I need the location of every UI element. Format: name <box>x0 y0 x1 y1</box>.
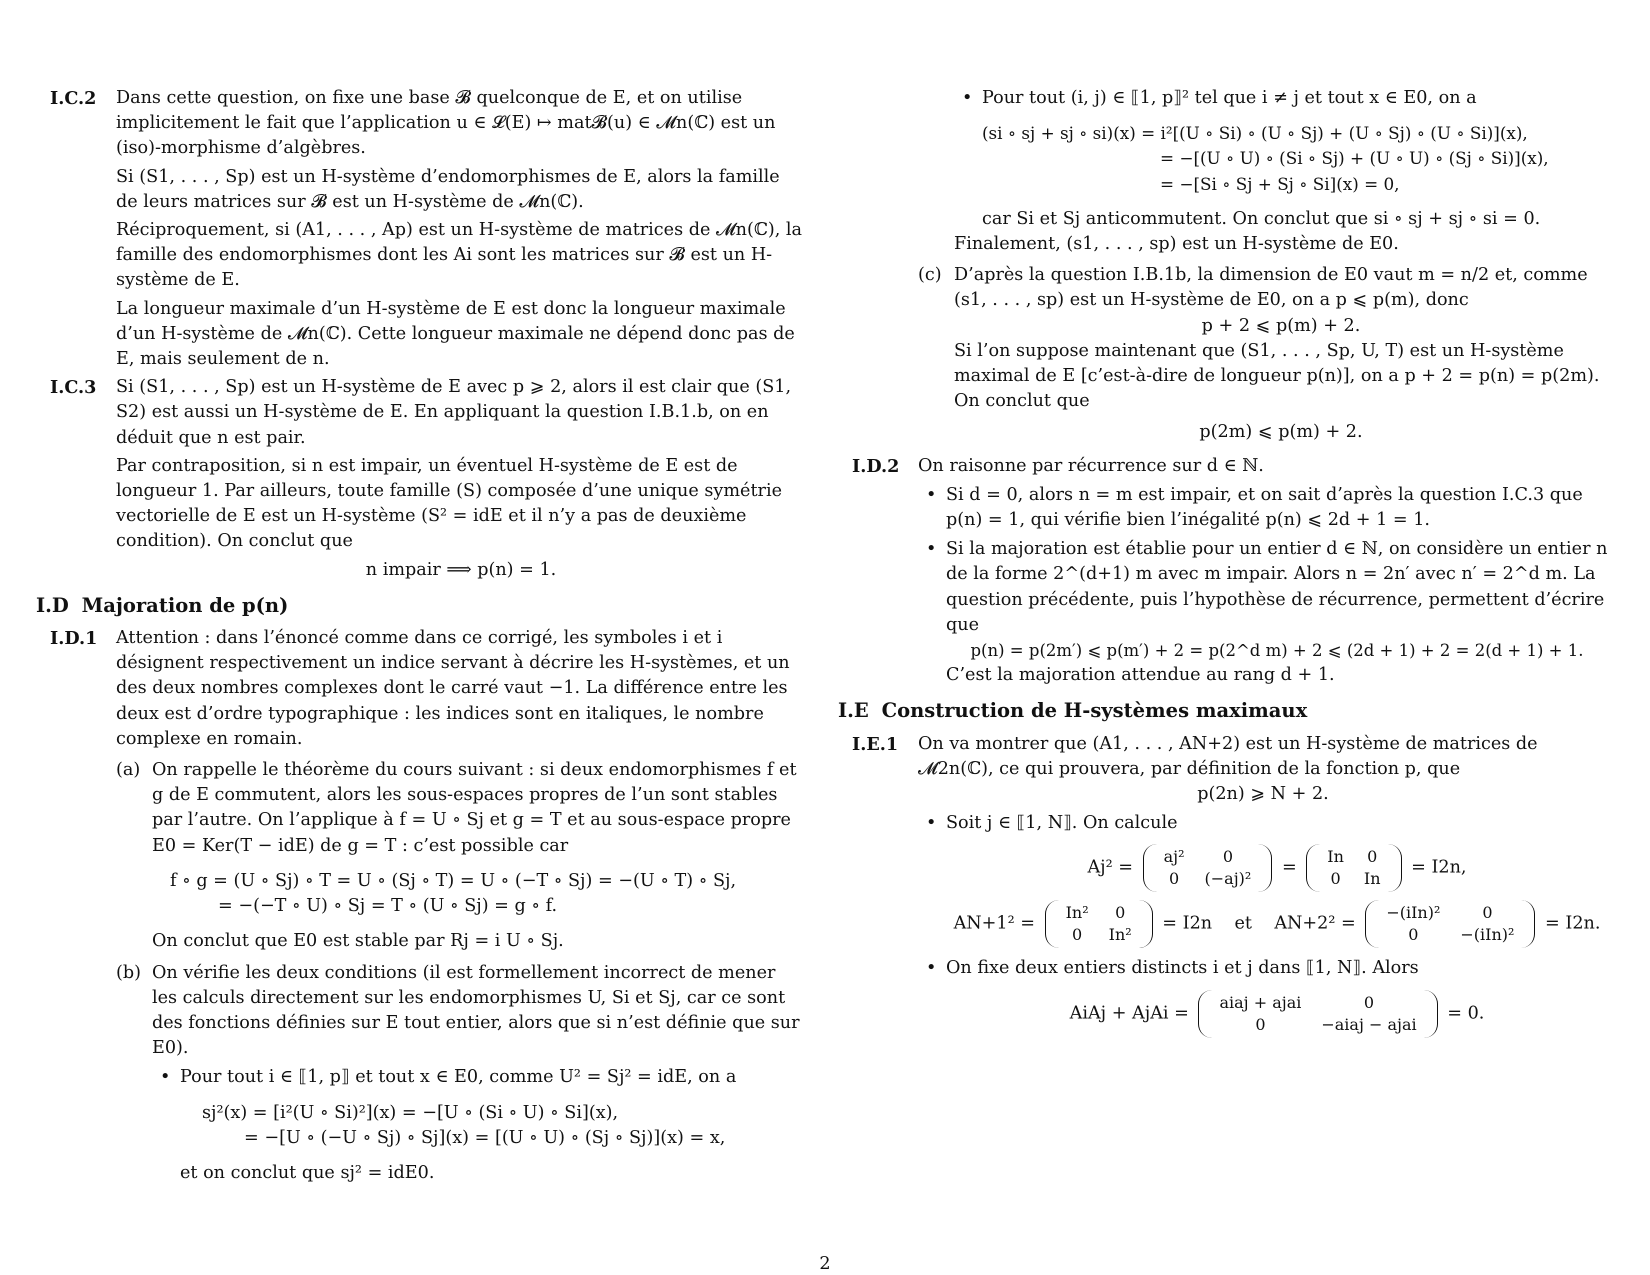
paragraph: On raisonne par récurrence sur d ∈ ℕ. <box>918 455 1264 476</box>
question-label: I.D.1 <box>50 628 98 650</box>
equation-text: = I2n et AN+2² = <box>1162 913 1356 934</box>
bullet-icon: • <box>160 1067 171 1088</box>
bullet-icon: • <box>926 484 937 505</box>
equation-line: sj²(x) = [i²(U ∘ Si)²](x) = −[U ∘ (Si ∘ U) ∘ Si](x), <box>202 1102 619 1123</box>
question-id1 <box>36 626 806 1186</box>
matrix-cell: (−aj)² <box>1204 869 1252 889</box>
left-column <box>36 86 806 1189</box>
paragraph: Si d = 0, alors n = m est impair, et on sait d’après la question I.C.3 que p(n) = 1, qui vérifie bien l’inégalité p(n) ⩽ 2d + 1 = 1. <box>946 484 1583 531</box>
section-heading-id <box>36 593 806 618</box>
equation-line: = −[(U ∘ U) ∘ (Si ∘ Sj) + (U ∘ U) ∘ (Sj ∘ Si)](x), <box>1160 148 1549 169</box>
equation-block <box>982 121 1608 197</box>
matrix <box>1198 990 1437 1038</box>
bullet-icon: • <box>926 958 937 979</box>
matrix-cell: 0 <box>1367 847 1378 867</box>
matrix-cell: aiaj + ajai <box>1219 992 1302 1012</box>
matrix <box>1143 844 1273 892</box>
section-number: I.E <box>838 699 869 723</box>
subquestion-label: (b) <box>116 962 141 983</box>
paragraph: On rappelle le théorème du cours suivant : si deux endomorphismes f et g de E commutent, alors les sous-espaces propres de l’un sont stables par l’autre. On l’applique à f = U ∘ Sj et g = T et au sous-espace propre E0 = Ker(T − idE) de g = T : c’est possible car <box>152 760 797 856</box>
question-label: I.C.3 <box>50 377 97 399</box>
bullet-item <box>152 1065 806 1186</box>
question-ic3 <box>36 375 806 583</box>
right-column <box>838 86 1608 1046</box>
subquestion-label: (c) <box>918 265 942 286</box>
equation-line: (si ∘ sj + sj ∘ si)(x) = i²[(U ∘ Si) ∘ (U ∘ Sj) + (U ∘ Sj) ∘ (U ∘ Si)](x), <box>982 123 1528 144</box>
equation-text: = <box>1281 857 1297 878</box>
equation-text: AN+1² = <box>953 913 1035 934</box>
equation: n impair ⟹ p(n) = 1. <box>365 559 557 580</box>
subquestion-b <box>116 961 806 1187</box>
paragraph: et on conclut que sj² = idE0. <box>180 1162 435 1183</box>
paragraph: Si (S1, . . . , Sp) est un H-système de E avec p ⩾ 2, alors il est clair que (S1, S2) est aussi un H-système de E. En appliquant la question I.B.1.b, on en déduit que n est pair. <box>116 377 792 448</box>
equation-text: = I2n. <box>1545 913 1601 934</box>
question-ic2 <box>36 86 806 372</box>
subquestion-label: (a) <box>116 760 141 781</box>
equation: p + 2 ⩽ p(m) + 2. <box>1201 315 1361 336</box>
bullet-icon: • <box>926 539 937 560</box>
matrix-cell: In <box>1327 847 1344 867</box>
matrix-equation <box>946 990 1608 1038</box>
matrix <box>1306 844 1401 892</box>
paragraph: On va montrer que (A1, . . . , AN+2) est un H-système de matrices de 𝓜2n(ℂ), ce qui prouvera, par définition de la fonction p, que <box>918 733 1538 779</box>
paragraph: car Si et Sj anticommutent. On conclut que si ∘ sj + sj ∘ si = 0. <box>982 208 1541 229</box>
paragraph: On fixe deux entiers distincts i et j dans ⟦1, N⟧. Alors <box>946 958 1419 979</box>
bullet-item <box>954 86 1608 232</box>
bullet-icon: • <box>962 88 973 108</box>
equation-text: AiAj + AjAi = <box>1069 1003 1189 1024</box>
paragraph: C’est la majoration attendue au rang d + 1. <box>946 665 1335 686</box>
section-heading-ie <box>838 698 1608 723</box>
matrix-cell: 0 <box>1408 925 1419 945</box>
question-label: I.E.1 <box>852 733 899 755</box>
paragraph: Si l’on suppose maintenant que (S1, . . . , Sp, U, T) est un H-système maximal de E [c’est-à-dire de longueur p(n)], on a p + 2 = p(n) = p(2m). On conclut que <box>954 340 1600 412</box>
question-id2 <box>838 454 1608 689</box>
equation-text: Aj² = <box>1087 857 1134 878</box>
matrix <box>1365 900 1535 948</box>
page-number: 2 <box>819 1254 831 1274</box>
matrix-equation <box>946 900 1608 948</box>
equation: p(2m) ⩽ p(m) + 2. <box>1199 422 1363 443</box>
question-ie1 <box>838 732 1608 1038</box>
equation-block <box>202 1101 806 1151</box>
question-label: I.C.2 <box>50 88 97 109</box>
matrix-cell: 0 <box>1330 869 1341 889</box>
bullet-item <box>918 956 1608 1037</box>
matrix-cell: −(iIn)² <box>1460 925 1515 945</box>
paragraph: Finalement, (s1, . . . , sp) est un H-système de E0. <box>954 234 1399 255</box>
bullet-item <box>918 811 1608 948</box>
continued-subquestion-b <box>838 86 1608 446</box>
equation-line: = −[Si ∘ Sj + Sj ∘ Si](x) = 0, <box>1160 173 1400 194</box>
matrix-cell: 0 <box>1222 847 1234 867</box>
matrix-cell: 0 <box>1072 925 1083 945</box>
matrix-cell: In² <box>1065 903 1089 923</box>
paragraph: Attention : dans l’énoncé comme dans ce corrigé, les symboles i et i désignent respectivement un indice servant à décrire les H-systèmes, et un des deux nombres complexes dont le carré vaut −1. La différence entre les deux est d’ordre typographique : les indices sont en italiques, le nombre complexe en romain. <box>116 628 790 749</box>
matrix-cell: 0 <box>1482 903 1493 923</box>
matrix-cell: In² <box>1108 925 1132 945</box>
section-title: Majoration de p(n) <box>81 593 289 617</box>
paragraph: On vérifie les deux conditions (il est formellement incorrect de mener les calculs directement sur les endomorphismes U, Si et Sj, car ce sont des fonctions définies sur E tout entier, alors que si n’est définie que sur E0). <box>152 962 800 1059</box>
paragraph: Si (S1, . . . , Sp) est un H-système d’endomorphismes de E, alors la famille de leurs matrices sur 𝓑 est un H-système de 𝓜n(ℂ). <box>116 166 780 212</box>
paragraph: Pour tout (i, j) ∈ ⟦1, p⟧² tel que i ≠ j et tout x ∈ E0, on a <box>982 88 1477 108</box>
paragraph: Soit j ∈ ⟦1, N⟧. On calcule <box>946 813 1178 834</box>
section-number: I.D <box>36 593 69 617</box>
matrix-cell: 0 <box>1168 869 1180 889</box>
paragraph: Par contraposition, si n est impair, un éventuel H-système de E est de longueur 1. Par ailleurs, toute famille (S) composée d’une unique symétrie vectorielle de E est un H-système (S² = idE et il n’y a pas de deuxième condition). On conclut que <box>116 455 782 552</box>
matrix-cell: −aiaj − ajai <box>1321 1014 1417 1034</box>
bullet-item <box>918 537 1608 688</box>
subquestion-a <box>116 758 806 954</box>
bullet-item <box>918 483 1608 533</box>
bullet-icon: • <box>926 813 937 834</box>
matrix <box>1045 900 1153 948</box>
paragraph: D’après la question I.B.1b, la dimension de E0 vaut m = n/2 et, comme (s1, . . . , sp) est un H-système de E0, on a p ⩽ p(m), donc <box>954 265 1588 311</box>
equation-text: = 0. <box>1447 1003 1485 1024</box>
paragraph: Réciproquement, si (A1, . . . , Ap) est un H-système de matrices de 𝓜n(ℂ), la famille des endomorphismes dont les Ai sont les matrices sur 𝓑 est un H-système de E. <box>116 220 803 291</box>
equation: p(2n) ⩾ N + 2. <box>1197 784 1329 805</box>
paragraph: Si la majoration est établie pour un entier d ∈ ℕ, on considère un entier n de la forme 2^(d+1) m avec m impair. Alors n = 2n′ avec n′ = 2^d m. La question précédente, puis l’hypothèse de récurrence, permettent d’écrire que <box>946 539 1608 635</box>
paragraph: On conclut que E0 est stable par Rj = i U ∘ Sj. <box>152 931 564 952</box>
question-label: I.D.2 <box>852 455 900 477</box>
equation: p(n) = p(2m′) ⩽ p(m′) + 2 = p(2^d m) + 2 ⩽ (2d + 1) + 2 = 2(d + 1) + 1. <box>970 641 1584 661</box>
paragraph: La longueur maximale d’un H-système de E est donc la longueur maximale d’un H-système de 𝓜n(ℂ). Cette longueur maximale ne dépend donc pas de E, mais seulement de n. <box>116 298 795 370</box>
matrix-cell: aj² <box>1163 847 1185 867</box>
matrix-cell: In <box>1363 869 1381 889</box>
paragraph: Dans cette question, on fixe une base 𝓑 quelconque de E, et on utilise implicitement le fait que l’application u ∈ 𝓛(E) ↦ mat𝓑(u) ∈ 𝓜n(ℂ) est un (iso)-morphisme d’algèbres. <box>116 88 776 159</box>
subquestion-c <box>918 263 1608 445</box>
section-title: Construction de H-systèmes maximaux <box>881 699 1308 723</box>
matrix-cell: −(iIn)² <box>1386 903 1441 923</box>
equation-line: f ∘ g = (U ∘ Sj) ∘ T = U ∘ (Sj ∘ T) = U ∘ (−T ∘ Sj) = −(U ∘ T) ∘ Sj, <box>170 870 737 891</box>
equation-block <box>170 869 806 919</box>
equation-text: = I2n, <box>1411 857 1467 878</box>
equation-line: = −(−T ∘ U) ∘ Sj = T ∘ (U ∘ Sj) = g ∘ f. <box>218 896 558 917</box>
matrix-cell: 0 <box>1255 1014 1266 1034</box>
matrix-cell: 0 <box>1363 992 1375 1012</box>
equation-line: = −[U ∘ (−U ∘ Sj) ∘ Sj](x) = [(U ∘ U) ∘ (Sj ∘ Sj)](x) = x, <box>244 1127 726 1148</box>
matrix-cell: 0 <box>1115 903 1126 923</box>
paragraph: Pour tout i ∈ ⟦1, p⟧ et tout x ∈ E0, comme U² = Sj² = idE, on a <box>180 1067 737 1088</box>
matrix-equation <box>946 844 1608 892</box>
